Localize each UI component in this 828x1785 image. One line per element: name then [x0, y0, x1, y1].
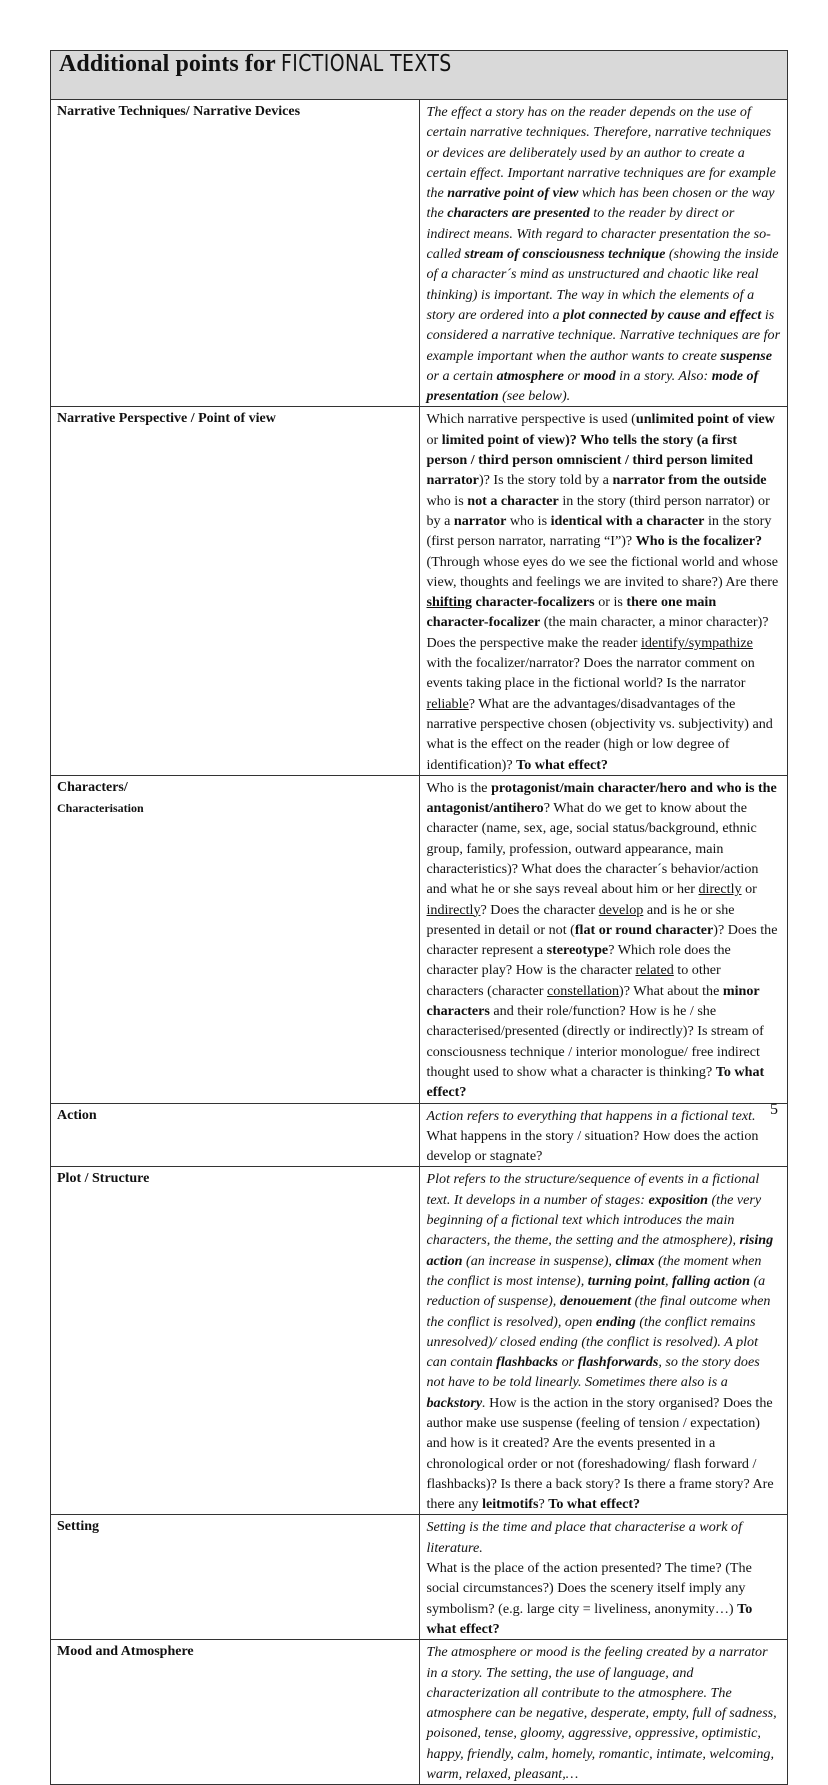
row-content-narrative-techniques: The effect a story has on the reader depends on the use of certain narrative techniques. Therefore, narrative techniques or devices are deliberately used by an author to create a certain effect. Important narrative techniques are for example the narrative point of view which has been chosen or the way the characters are presented to the reader by direct or indirect means. With regard to character presentation the so-called stream of consciousness technique (showing the inside of a character´s mind as unstructured and chaotic like real thinking) is important. The way in which the elements of a story are ordered into a plot connected by cause and effect is considered a narrative technique. Narrative techniques are for example important when the author wants to create suspense or a certain atmosphere or mood in a story. Also: mode of presentation (see below).	[419, 100, 788, 407]
row-content-action: Action refers to everything that happens in a fictional text. What happens in the story / situation? How does the action develop or stagnate?	[419, 1103, 788, 1167]
row-content-setting: Setting is the time and place that characterise a work of literature. What is the place of the action presented? The time? (The social circumstances?) Does the scenery itself imply any symbolism? (e.g. large city = liveliness, anonymity…) To what effect?	[419, 1515, 788, 1640]
row-label-mood: Mood and Atmosphere	[51, 1640, 420, 1785]
page-number: 5	[770, 1101, 778, 1118]
page-title	[59, 51, 490, 77]
row-label-characters: Characters/ Characterisation	[51, 775, 420, 1103]
row-label-plot: Plot / Structure	[51, 1167, 420, 1515]
fictional-texts-table	[50, 50, 788, 1785]
table-row	[51, 100, 788, 407]
row-content-mood: The atmosphere or mood is the feeling created by a narrator in a story. The setting, the use of language, and characterization all contribute to the atmosphere. The atmosphere can be negative, desperate, empty, full of sadness, poisoned, tense, gloomy, aggressive, oppressive, optimistic, happy, friendly, calm, homely, romantic, intimate, welcoming, warm, relaxed, pleasant,…	[419, 1640, 788, 1785]
worksheet-page	[50, 50, 788, 1785]
row-content-narrative-perspective: Which narrative perspective is used (unlimited point of view or limited point of view)? Who tells the story (a first person / third person omniscient / third person limited narrator)? Is the story told by a narrator from the outside who is not a character in the story (third person narrator) or by a narrator who is identical with a character in the story (first person narrator, narrating “I”)? Who is the focalizer? (Through whose eyes do we see the fictional world and whose view, thoughts and feelings we are invited to share?) Are there shifting character-focalizers or is there one main character-focalizer (the main character, a minor character)? Does the perspective make the reader identify/sympathize with the focalizer/narrator? Does the narrator comment on events taking place in the fictional world? Is the narrator reliable? What are the advantages/disadvantages of the narrative perspective chosen (objectivity vs. subjectivity) and what is the effect on the reader (high or low degree of identification)? To what effect?	[419, 407, 788, 775]
row-label-setting: Setting	[51, 1515, 420, 1640]
table-row	[51, 775, 788, 1103]
table-row	[51, 1515, 788, 1640]
row-content-characters: Who is the protagonist/main character/hero and who is the antagonist/antihero? What do we get to know about the character (name, sex, age, social status/background, ethnic group, family, profession, outward appearance, main characteristics)? What does the character´s behavior/action and what he or she says reveal about him or her directly or indirectly? Does the character develop and is he or she presented in detail or not (flat or round character)? Does the character represent a stereotype? Which role does the character play? How is the character related to other characters (character constellation)? What about the minor characters and their role/function? How is he / she characterised/presented (directly or indirectly)? Is stream of consciousness technique / interior monologue/ free indirect thought used to show what a character is thinking? To what effect?	[419, 775, 788, 1103]
table-row	[51, 1103, 788, 1167]
table-row	[51, 1167, 788, 1515]
row-label-narrative-techniques: Narrative Techniques/ Narrative Devices	[51, 100, 420, 407]
row-label-action: Action	[51, 1103, 420, 1167]
row-label-narrative-perspective: Narrative Perspective / Point of view	[51, 407, 420, 775]
title-text: Additional points for	[59, 51, 282, 77]
table-row	[51, 1640, 788, 1785]
row-content-plot: Plot refers to the structure/sequence of events in a fictional text. It develops in a number of stages: exposition (the very beginning of a fictional text which introduces the main characters, the theme, the setting and the atmosphere), rising action (an increase in suspense), climax (the moment when the conflict is most intense), turning point, falling action (a reduction of suspense), denouement (the final outcome when the conflict is resolved), open ending (the conflict remains unresolved)/ closed ending (the conflict is resolved). A plot can contain flashbacks or flashforwards, so the story does not have to be told linearly. Sometimes there also is a backstory. How is the action in the story organised? Does the author make use suspense (feeling of tension / expectation) and how is it created? Are the events presented in a chronological order or not (foreshadowing/ flash forward / flashbacks)? Is there a back story? Is there a frame story? Are there any leitmotifs? To what effect?	[419, 1167, 788, 1515]
table-header-row	[51, 51, 788, 100]
table-row	[51, 407, 788, 775]
title-handwritten-text: FICTIONAL TEXTS	[281, 51, 453, 77]
table-header-cell	[51, 51, 788, 100]
